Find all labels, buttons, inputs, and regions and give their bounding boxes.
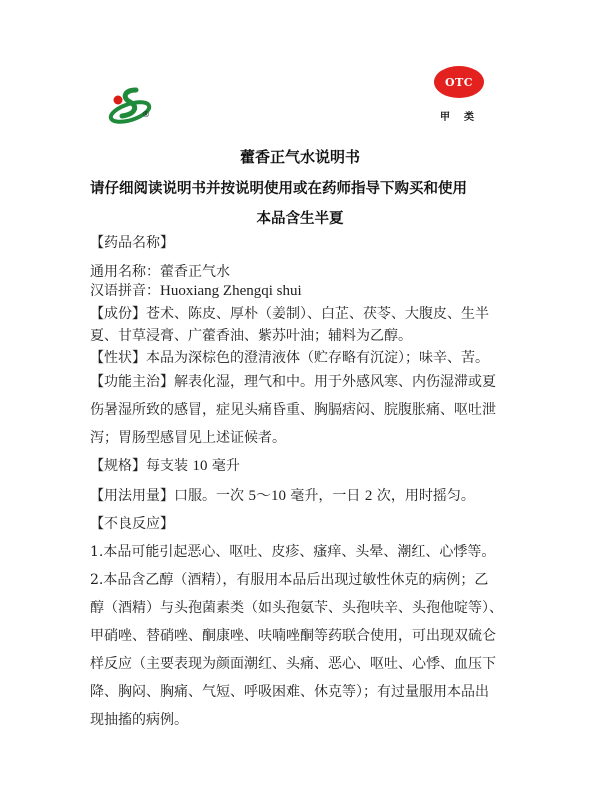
properties: 【性状】本品为深棕色的澄清液体（贮存略有沉淀）；味辛、苦。 (90, 350, 489, 366)
adverse-item-2-line-3: 甲硝唑、替硝唑、酮康唑、呋喃唑酮等药联合使用，可出现双硫仑 (90, 628, 496, 644)
adverse-item-2-line-2: 醇（酒精）与头孢菌素类（如头孢氨苄、头孢呋辛、头孢他啶等）、 (90, 600, 503, 616)
usage-suffix: 次，用时摇匀。 (376, 488, 475, 504)
ingredients-line-1: 【成份】苍术、陈皮、厚朴（姜制）、白芷、茯苓、大腹皮、生半 (90, 306, 489, 322)
ingredients-line-2: 夏、甘草浸膏、广藿香油、紫苏叶油；辅料为乙醇。 (90, 328, 412, 344)
usage-warning: 请仔细阅读说明书并按说明使用或在药师指导下购买和使用 (90, 181, 467, 197)
adverse-item-2-line-6: 现抽搐的病例。 (90, 712, 188, 728)
registered-mark: ® (142, 110, 150, 119)
ingredient-notice: 本品含生半夏 (256, 211, 344, 227)
usage-dosage (90, 486, 475, 506)
company-logo-icon (106, 86, 156, 126)
otc-class-label: 甲类 (440, 112, 488, 123)
usage-prefix: 【用法用量】口服。一次 (90, 488, 244, 504)
usage-mid: 毫升，一日 (290, 488, 361, 504)
spec-value: 10 (192, 458, 208, 474)
indications-line-3: 泻；胃肠型感冒见上述证候者。 (90, 430, 286, 446)
adverse-item-2-line-1: 2.本品含乙醇（酒精），有服用本品后出现过敏性休克的病例；乙 (90, 572, 489, 588)
pinyin-label: 汉语拼音： (90, 283, 160, 299)
pinyin-line (90, 281, 302, 301)
usage-times: 2 (364, 488, 373, 504)
otc-badge: OTC (434, 66, 484, 98)
pinyin-value: Huoxiang Zhengqi shui (160, 283, 302, 299)
indications-line-2: 伤暑湿所致的感冒，症见头痛昏重、胸膈痞闷、脘腹胀痛、呕吐泄 (90, 402, 496, 418)
document-title: 藿香正气水说明书 (239, 148, 360, 166)
adverse-item-2-line-5: 降、胸闷、胸痛、气短、呼吸困难、休克等）；有过量服用本品出 (90, 684, 489, 700)
indications-line-1: 【功能主治】解表化湿，理气和中。用于外感风寒、内伤湿滞或夏 (90, 374, 496, 390)
drug-name-heading: 【药品名称】 (90, 235, 174, 251)
generic-name: 通用名称：藿香正气水 (90, 264, 230, 280)
adverse-heading: 【不良反应】 (90, 516, 174, 532)
usage-dose: 5～10 (248, 488, 286, 504)
adverse-item-2-line-4: 样反应（主要表现为颜面潮红、头痛、恶心、呕吐、心悸、血压下 (90, 656, 496, 672)
specification (90, 456, 240, 476)
spec-label: 【规格】每支装 (90, 458, 188, 474)
adverse-item-1: 1.本品可能引起恶心、呕吐、皮疹、瘙痒、头晕、潮红、心悸等。 (90, 544, 496, 560)
spec-unit: 毫升 (211, 458, 240, 474)
